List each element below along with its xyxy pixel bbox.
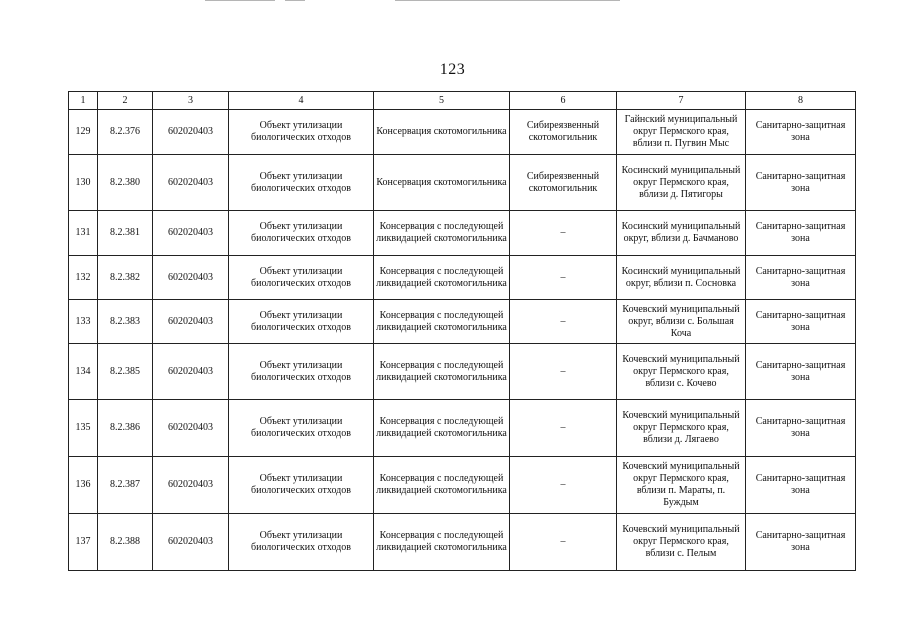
object-type-cell: Объект утилизации биологических отходов <box>229 110 374 155</box>
zone-cell: Санитарно-защитная зона <box>746 400 856 457</box>
object-type-cell: Объект утилизации биологических отходов <box>229 256 374 300</box>
column-header: 8 <box>746 92 856 110</box>
location-cell: Гайнский муниципальный округ Пермского края, вблизи п. Пугвин Мыс <box>617 110 746 155</box>
table-row <box>69 300 856 344</box>
object-type-cell: Объект утилизации биологических отходов <box>229 514 374 571</box>
measure-cell: Консервация скотомогильника <box>374 110 510 155</box>
object-kind-cell: – <box>510 300 617 344</box>
row-number-cell: 129 <box>69 110 98 155</box>
classifier-code-cell: 602020403 <box>153 514 229 571</box>
measure-cell: Консервация с последующей ликвидацией скотомогильника <box>374 256 510 300</box>
zone-cell: Санитарно-защитная зона <box>746 344 856 400</box>
column-header: 5 <box>374 92 510 110</box>
object-kind-cell: Сибиреязвенный скотомогильник <box>510 110 617 155</box>
column-header: 4 <box>229 92 374 110</box>
registry-code-cell: 8.2.386 <box>98 400 153 457</box>
registry-code-cell: 8.2.385 <box>98 344 153 400</box>
table-row <box>69 344 856 400</box>
table-row <box>69 514 856 571</box>
zone-cell: Санитарно-защитная зона <box>746 211 856 256</box>
object-kind-cell: – <box>510 256 617 300</box>
registry-code-cell: 8.2.380 <box>98 155 153 211</box>
location-cell: Косинский муниципальный округ Пермского края, вблизи д. Пятигоры <box>617 155 746 211</box>
measure-cell: Консервация с последующей ликвидацией скотомогильника <box>374 457 510 514</box>
column-header: 6 <box>510 92 617 110</box>
zone-cell: Санитарно-защитная зона <box>746 256 856 300</box>
row-number-cell: 130 <box>69 155 98 211</box>
classifier-code-cell: 602020403 <box>153 211 229 256</box>
object-type-cell: Объект утилизации биологических отходов <box>229 211 374 256</box>
classifier-code-cell: 602020403 <box>153 400 229 457</box>
object-type-cell: Объект утилизации биологических отходов <box>229 155 374 211</box>
object-type-cell: Объект утилизации биологических отходов <box>229 457 374 514</box>
classifier-code-cell: 602020403 <box>153 457 229 514</box>
registry-code-cell: 8.2.387 <box>98 457 153 514</box>
location-cell: Косинский муниципальный округ, вблизи п. Сосновка <box>617 256 746 300</box>
zone-cell: Санитарно-защитная зона <box>746 514 856 571</box>
registry-code-cell: 8.2.382 <box>98 256 153 300</box>
object-type-cell: Объект утилизации биологических отходов <box>229 400 374 457</box>
classifier-code-cell: 602020403 <box>153 110 229 155</box>
zone-cell: Санитарно-защитная зона <box>746 300 856 344</box>
row-number-cell: 135 <box>69 400 98 457</box>
object-type-cell: Объект утилизации биологических отходов <box>229 344 374 400</box>
column-header: 3 <box>153 92 229 110</box>
table-row <box>69 211 856 256</box>
object-kind-cell: – <box>510 400 617 457</box>
classifier-code-cell: 602020403 <box>153 256 229 300</box>
zone-cell: Санитарно-защитная зона <box>746 457 856 514</box>
registry-code-cell: 8.2.383 <box>98 300 153 344</box>
column-header: 1 <box>69 92 98 110</box>
column-header: 2 <box>98 92 153 110</box>
table-row <box>69 155 856 211</box>
location-cell: Кочевский муниципальный округ Пермского края, вблизи с. Пелым <box>617 514 746 571</box>
location-cell: Кочевский муниципальный округ Пермского края, вблизи д. Лягаево <box>617 400 746 457</box>
object-kind-cell: – <box>510 457 617 514</box>
scan-edge-mark <box>205 0 275 1</box>
location-cell: Косинский муниципальный округ, вблизи д. Бачманово <box>617 211 746 256</box>
location-cell: Кочевский муниципальный округ, вблизи с. Большая Коча <box>617 300 746 344</box>
row-number-cell: 137 <box>69 514 98 571</box>
column-number-row <box>69 92 856 110</box>
registry-code-cell: 8.2.376 <box>98 110 153 155</box>
measure-cell: Консервация с последующей ликвидацией скотомогильника <box>374 211 510 256</box>
row-number-cell: 136 <box>69 457 98 514</box>
measure-cell: Консервация с последующей ликвидацией скотомогильника <box>374 300 510 344</box>
classifier-code-cell: 602020403 <box>153 300 229 344</box>
object-kind-cell: – <box>510 514 617 571</box>
object-type-cell: Объект утилизации биологических отходов <box>229 300 374 344</box>
measure-cell: Консервация скотомогильника <box>374 155 510 211</box>
page-number: 123 <box>439 61 466 78</box>
registry-code-cell: 8.2.381 <box>98 211 153 256</box>
registry-table <box>68 91 856 571</box>
table-row <box>69 400 856 457</box>
object-kind-cell: – <box>510 344 617 400</box>
measure-cell: Консервация с последующей ликвидацией скотомогильника <box>374 400 510 457</box>
zone-cell: Санитарно-защитная зона <box>746 110 856 155</box>
classifier-code-cell: 602020403 <box>153 155 229 211</box>
row-number-cell: 134 <box>69 344 98 400</box>
measure-cell: Консервация с последующей ликвидацией скотомогильника <box>374 344 510 400</box>
row-number-cell: 133 <box>69 300 98 344</box>
table-row <box>69 110 856 155</box>
object-kind-cell: – <box>510 211 617 256</box>
location-cell: Кочевский муниципальный округ Пермского края, вблизи с. Кочево <box>617 344 746 400</box>
scan-edge-mark <box>395 0 620 1</box>
table-row <box>69 256 856 300</box>
row-number-cell: 131 <box>69 211 98 256</box>
classifier-code-cell: 602020403 <box>153 344 229 400</box>
row-number-cell: 132 <box>69 256 98 300</box>
zone-cell: Санитарно-защитная зона <box>746 155 856 211</box>
measure-cell: Консервация с последующей ликвидацией скотомогильника <box>374 514 510 571</box>
location-cell: Кочевский муниципальный округ Пермского края, вблизи п. Мараты, п. Буждым <box>617 457 746 514</box>
table-row <box>69 457 856 514</box>
scan-edge-mark <box>285 0 305 1</box>
column-header: 7 <box>617 92 746 110</box>
object-kind-cell: Сибиреязвенный скотомогильник <box>510 155 617 211</box>
registry-code-cell: 8.2.388 <box>98 514 153 571</box>
